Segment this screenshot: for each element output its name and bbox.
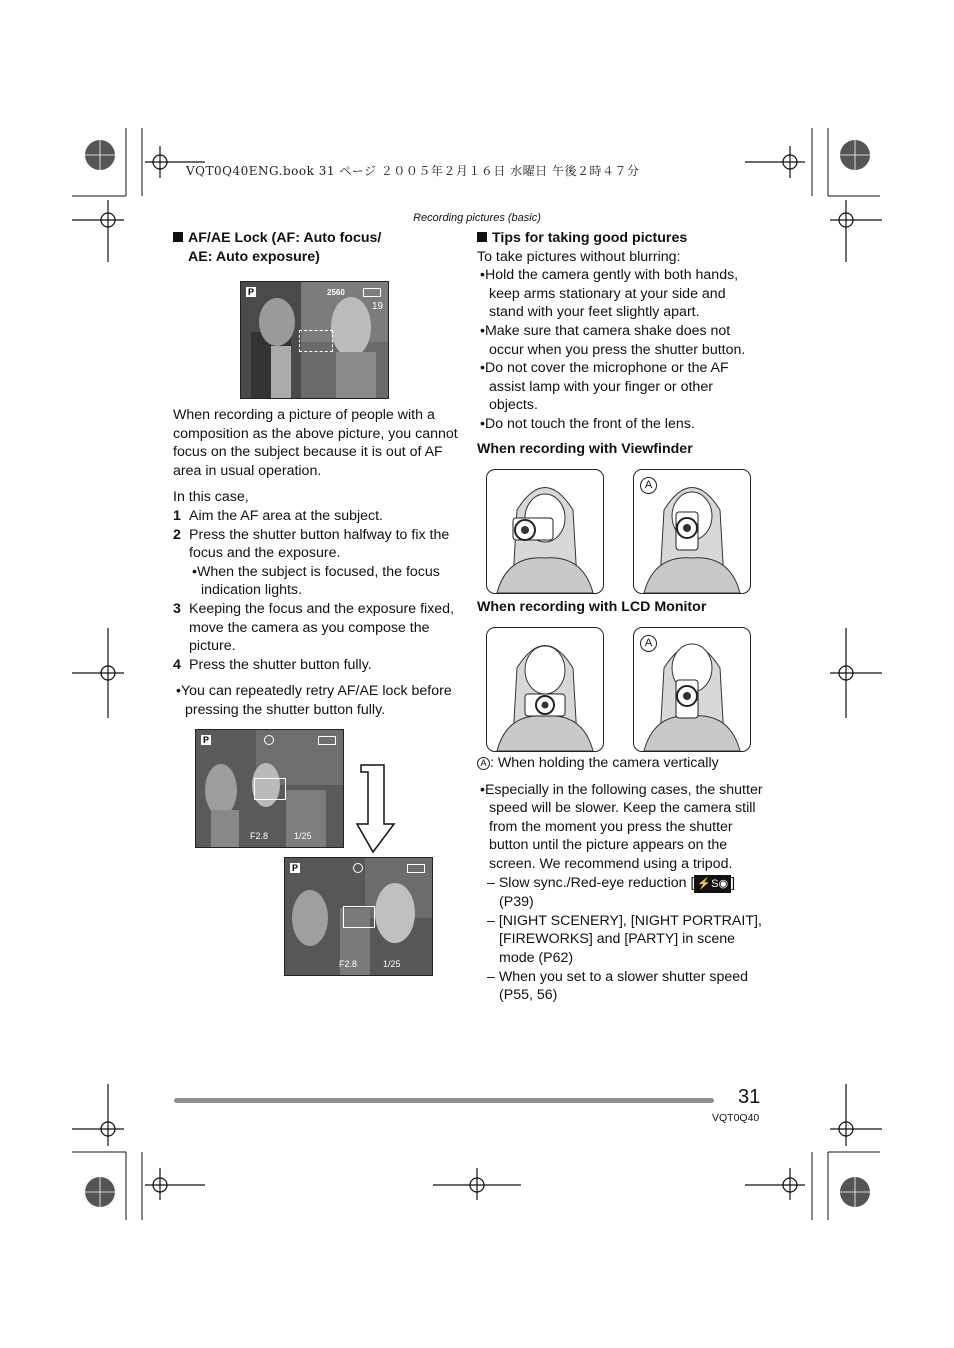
viewfinder-horizontal-illustration xyxy=(486,469,604,594)
tip-bullet: •Do not touch the front of the lens. xyxy=(480,415,695,432)
dash-item-slow-shutter: – When you set to a slower shutter speed (P55, 56) xyxy=(487,968,749,1004)
page-number: 31 xyxy=(738,1086,761,1108)
footer-bar xyxy=(174,1098,714,1103)
aperture-value: F2.8 xyxy=(339,959,358,969)
step-2: 2 Press the shutter button halfway to fix the focus and the exposure. xyxy=(173,526,450,562)
focus-indicator-icon xyxy=(353,863,363,873)
left-column xyxy=(173,229,458,266)
af-area-screen-2 xyxy=(195,729,344,848)
down-arrow-icon xyxy=(356,764,396,854)
slow-shutter-note: •Especially in the following cases, the shutter speed will be slower. Keep the camera still from the moment you press the shutter button until the picture appears on the screen. We recommend using a tripod. xyxy=(480,781,763,872)
right-body xyxy=(477,754,767,1005)
shots-remaining: 19 xyxy=(372,301,384,312)
step-3: 3 Keeping the focus and the exposure fixed, move the camera as you compose the picture. xyxy=(173,600,455,655)
af-frame xyxy=(299,330,333,352)
mode-p-badge: P xyxy=(203,735,210,745)
marker-a-label: A xyxy=(640,477,657,494)
battery-icon xyxy=(363,288,381,297)
dash-item-slow-sync: – Slow sync./Red-eye reduction [ ⚡S◉ ] (P39) xyxy=(487,874,736,911)
print-header: VQT0Q40ENG.book 31 ページ ２００５年２月１６日 水曜日 午後２時４７分 xyxy=(186,164,640,178)
tip-bullet: •Make sure that camera shake does not occur when you press the shutter button. xyxy=(480,322,746,358)
viewfinder-vertical-illustration xyxy=(633,469,751,594)
retry-note: •You can repeatedly retry AF/AE lock before pressing the shutter button fully. xyxy=(176,683,452,718)
model-code: VQT0Q40 xyxy=(712,1112,760,1124)
person-holding-camera-image xyxy=(487,628,603,751)
marker-a-label: A xyxy=(640,635,657,652)
af-frame xyxy=(343,906,375,928)
left-body xyxy=(173,406,458,720)
shutter-value: 1/25 xyxy=(383,959,401,969)
square-bullet-icon xyxy=(173,232,183,242)
af-ae-heading: AF/AE Lock (AF: Auto focus/ xyxy=(173,229,458,248)
af-ae-heading-line2: AE: Auto exposure) xyxy=(188,248,320,265)
viewfinder-heading: When recording with Viewfinder xyxy=(477,441,693,457)
battery-icon xyxy=(318,736,336,745)
lcd-vertical-illustration xyxy=(633,627,751,752)
marker-a-label: A xyxy=(477,757,490,770)
dash-item-scene-mode: – [NIGHT SCENERY], [NIGHT PORTRAIT], [FIREWORKS] and [PARTY] in scene mode (P62) xyxy=(487,912,762,966)
af-intro: When recording a picture of people with a composition as the above picture, you cannot focus on the subject because it is out of AF area in usual operation. xyxy=(173,407,458,479)
aperture-value: F2.8 xyxy=(250,831,269,841)
resolution-indicator: 2560 xyxy=(327,288,345,297)
running-head: Recording pictures (basic) xyxy=(413,212,541,224)
lcd-horizontal-illustration xyxy=(486,627,604,752)
focus-indicator-icon xyxy=(264,735,274,745)
tip-bullet: •Hold the camera gently with both hands, keep arms stationary at your side and stand with your feet slightly apart. xyxy=(480,267,739,321)
step-2-sub: •When the subject is focused, the focus indication lights. xyxy=(192,563,440,599)
af-area-screen-3 xyxy=(284,857,433,976)
person-holding-camera-image xyxy=(487,470,603,593)
step-4: 4 Press the shutter button fully. xyxy=(173,656,372,673)
shutter-value: 1/25 xyxy=(294,831,312,841)
in-this-case: In this case, xyxy=(173,489,249,506)
battery-icon xyxy=(407,864,425,873)
af-frame xyxy=(254,778,286,800)
tips-intro: To take pictures without blurring: xyxy=(477,248,681,265)
step-1: 1 Aim the AF area at the subject. xyxy=(173,507,383,524)
lcd-heading: When recording with LCD Monitor xyxy=(477,599,707,615)
illustration-caption: A : When holding the camera vertically xyxy=(477,754,767,773)
mode-p-badge: P xyxy=(248,287,255,297)
tips-heading: Tips for taking good pictures xyxy=(477,229,762,248)
mode-p-badge: P xyxy=(292,863,299,873)
af-area-screen-1 xyxy=(240,281,389,399)
flash-slow-sync-icon: ⚡S◉ xyxy=(694,875,731,894)
tip-bullet: •Do not cover the microphone or the AF assist lamp with your finger or other objects. xyxy=(480,360,729,414)
right-column xyxy=(477,229,762,434)
square-bullet-icon xyxy=(477,232,487,242)
